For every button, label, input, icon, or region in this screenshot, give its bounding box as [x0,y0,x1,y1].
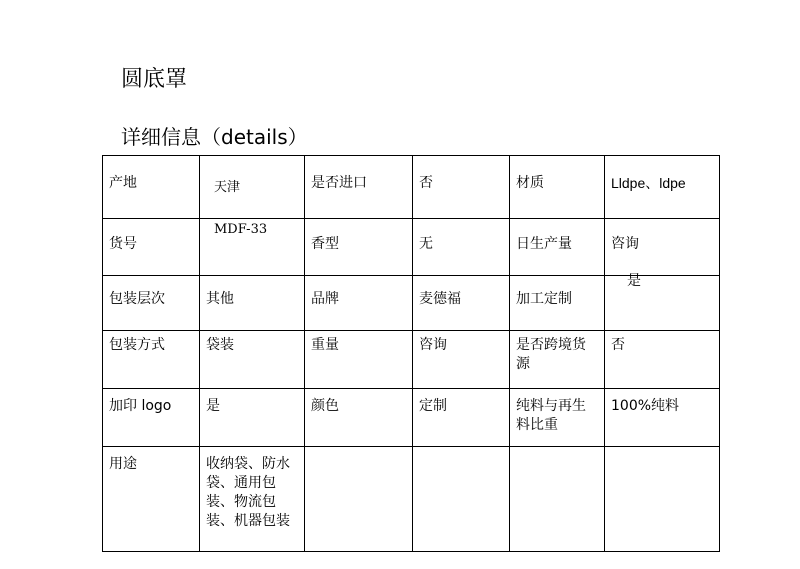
cell-usage-label: 用途 [103,447,200,552]
cell-packing-method-label: 包装方式 [103,331,200,389]
table-row [103,389,720,447]
cell-ratio-label: 纯料与再生料比重 [510,389,605,447]
cell-empty [413,447,510,552]
cell-scent-value: 无 [413,219,510,276]
cell-cross-border-value: 否 [605,331,720,389]
cell-logo-label: 加印 logo [103,389,200,447]
cell-ratio-value: 100%纯料 [605,389,720,447]
cell-brand-label: 品牌 [305,276,413,331]
cell-packing-level-label: 包装层次 [103,276,200,331]
table-row [103,156,720,219]
cell-custom-value: 是 [605,276,720,331]
cell-imported-label: 是否进口 [305,156,413,219]
cell-empty [305,447,413,552]
cell-logo-value: 是 [200,389,305,447]
cell-cross-border-label: 是否跨境货源 [510,331,605,389]
section-title: 详细信息（details） [121,125,308,149]
cell-item-no-value: MDF-33 [200,219,305,276]
page-title: 圆底罩 [121,67,188,92]
cell-brand-value: 麦德福 [413,276,510,331]
cell-daily-output-value: 咨询 [605,219,720,276]
table-row [103,276,720,331]
cell-color-label: 颜色 [305,389,413,447]
cell-imported-value: 否 [413,156,510,219]
cell-weight-value: 咨询 [413,331,510,389]
cell-daily-output-label: 日生产量 [510,219,605,276]
cell-custom-label: 加工定制 [510,276,605,331]
cell-packing-method-value: 袋装 [200,331,305,389]
cell-empty [510,447,605,552]
cell-weight-label: 重量 [305,331,413,389]
cell-color-value: 定制 [413,389,510,447]
table-row [103,219,720,276]
cell-item-no-label: 货号 [103,219,200,276]
cell-material-label: 材质 [510,156,605,219]
cell-material-value: Lldpe、ldpe [605,156,720,219]
cell-empty [605,447,720,552]
cell-origin-value: 天津 [200,156,305,219]
table-row [103,447,720,552]
cell-packing-level-value: 其他 [200,276,305,331]
cell-scent-label: 香型 [305,219,413,276]
cell-origin-label: 产地 [103,156,200,219]
cell-usage-value: 收纳袋、防水袋、通用包装、物流包装、机器包装 [200,447,305,552]
details-table [102,155,720,552]
table-row [103,331,720,389]
